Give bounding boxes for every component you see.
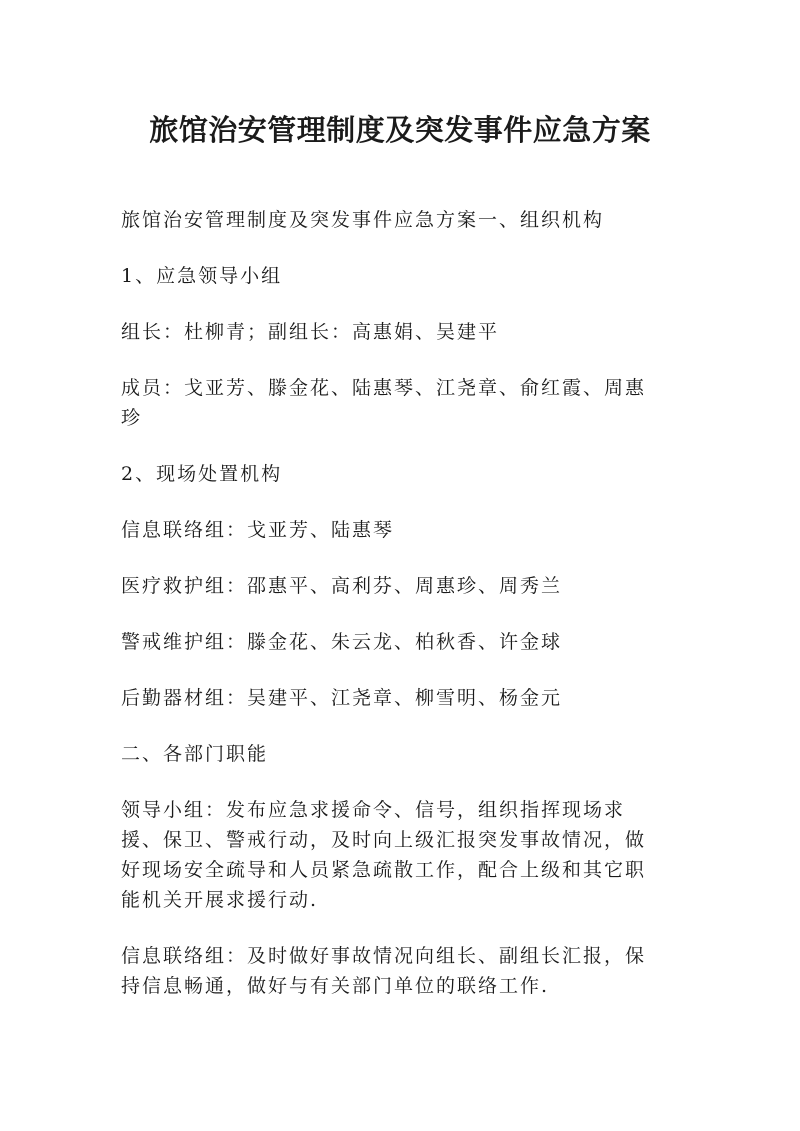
paragraph-onsite-agency: 2、现场处置机构 <box>121 463 283 485</box>
paragraph-department-functions: 二、各部门职能 <box>121 743 269 765</box>
paragraph-liaison-duties: 信息联络组：及时做好事故情况向组长、副组长汇报，保持信息畅通，做好与有关部门单位的联络工作. <box>121 945 647 997</box>
paragraph-members: 成员：戈亚芳、滕金花、陆惠琴、江尧章、俞红霞、周惠珍 <box>121 377 647 429</box>
paragraph-org-heading: 旅馆治安管理制度及突发事件应急方案一、组织机构 <box>121 209 605 231</box>
paragraph-leadership-group: 1、应急领导小组 <box>121 265 283 287</box>
paragraph-security-group: 警戒维护组：滕金花、朱云龙、柏秋香、许金球 <box>121 631 563 653</box>
paragraph-leadership-duties: 领导小组：发布应急求援命令、信号，组织指挥现场求援、保卫、警戒行动，及时向上级汇报突发事故情况，做好现场安全疏导和人员紧急疏散工作，配合上级和其它职能机关开展求援行动. <box>121 799 647 911</box>
paragraph-liaison-group: 信息联络组：戈亚芳、陆惠琴 <box>121 519 395 541</box>
document-body <box>121 205 666 1027</box>
document-title: 旅馆治安管理制度及突发事件应急方案 <box>149 113 651 147</box>
paragraph-medical-group: 医疗救护组：邵惠平、高利芬、周惠珍、周秀兰 <box>121 575 563 597</box>
paragraph-leaders: 组长：杜柳青；副组长：高惠娟、吴建平 <box>121 321 500 343</box>
paragraph-logistics-group: 后勤器材组：吴建平、江尧章、柳雪明、杨金元 <box>121 687 563 709</box>
